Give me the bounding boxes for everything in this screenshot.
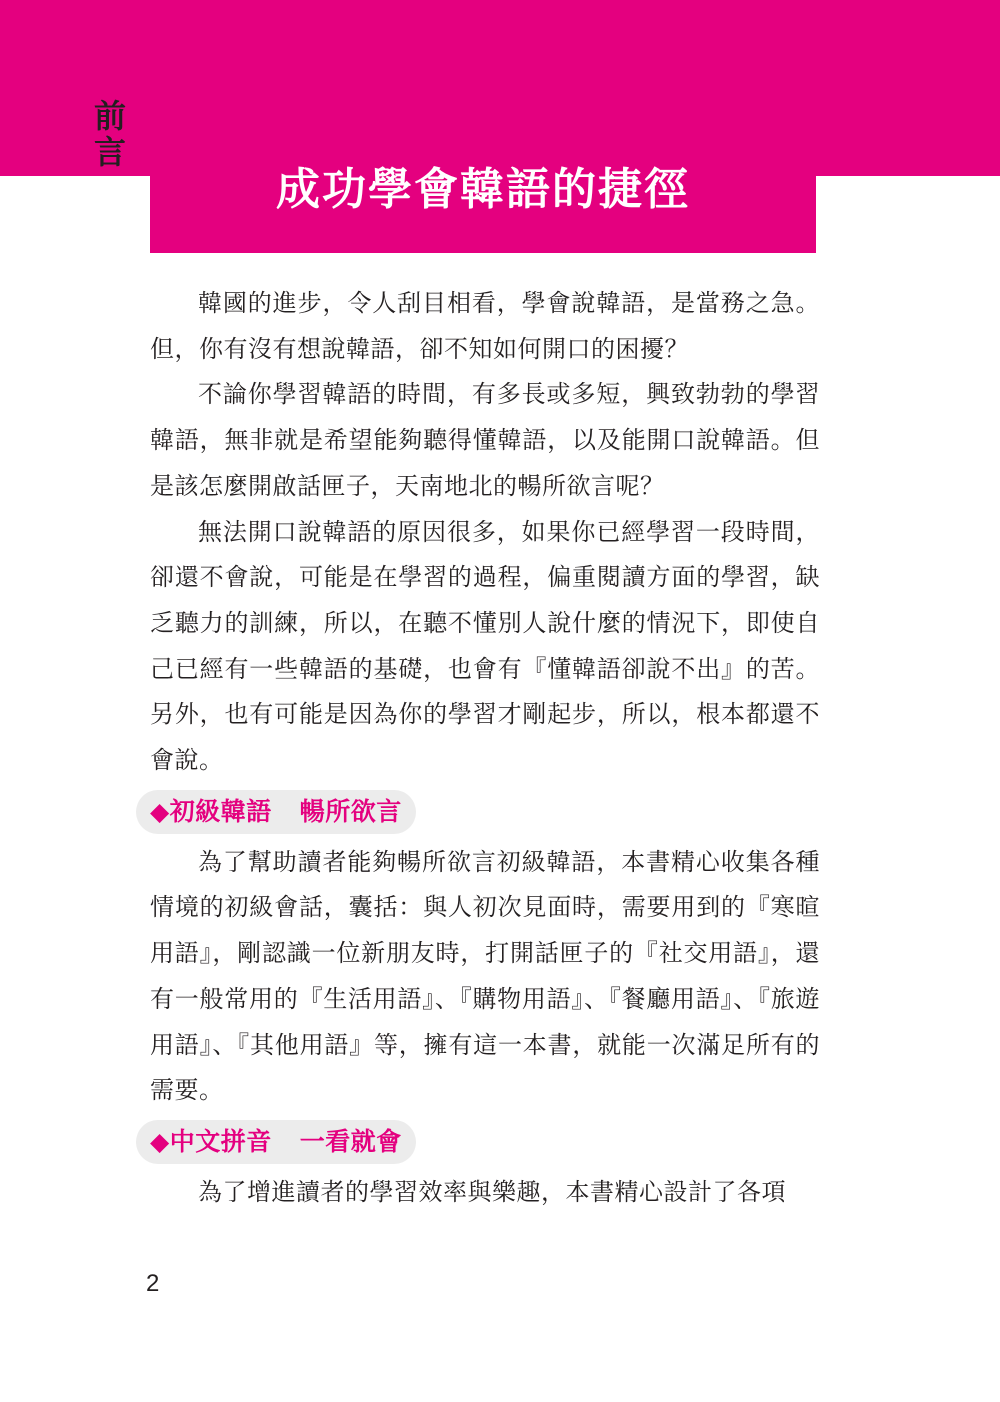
section-tab-label (94, 98, 126, 170)
paragraph: 無法開口說韓語的原因很多，如果你已經學習一段時間，卻還不會說，可能是在學習的過程，偏重閱讀方面的學習，缺乏聽力的訓練，所以，在聽不懂別人說什麼的情況下，即使自己已經有一些韓語的基礎，也會有『懂韓語卻說不出』的苦。另外，也有可能是因為你的學習才剛起步，所以，根本都還不會說。 (150, 517, 820, 775)
section-heading-subtitle: 暢所欲言 (299, 796, 402, 826)
page-title: 成功學會韓語的捷徑 (276, 164, 690, 215)
body-content (150, 281, 820, 1216)
section-heading-title: ◆中文拼音 (150, 1126, 272, 1156)
section-heading (136, 1120, 416, 1164)
paragraph: 為了增進讀者的學習效率與樂趣，本書精心設計了各項 (198, 1177, 786, 1206)
section-heading-title: ◆初級韓語 (150, 796, 272, 826)
paragraph: 韓國的進步，令人刮目相看，學會說韓語，是當務之急。但，你有沒有想說韓語，卻不知如何開口的困擾？ (150, 289, 820, 363)
paragraph: 不論你學習韓語的時間，有多長或多短，興致勃勃的學習韓語，無非就是希望能夠聽得懂韓語，以及能開口說韓語。但是該怎麼開啟話匣子，天南地北的暢所欲言呢？ (150, 380, 820, 500)
section-tab-char: 前 (94, 97, 127, 135)
section-heading (136, 790, 416, 834)
page-number: 2 (146, 1270, 160, 1297)
section-tab-char: 言 (94, 133, 127, 171)
section-heading-subtitle: 一看就會 (299, 1126, 402, 1156)
paragraph: 為了幫助讀者能夠暢所欲言初級韓語，本書精心收集各種情境的初級會話，囊括：與人初次見面時，需要用到的『寒暄用語』，剛認識一位新朋友時，打開話匣子的『社交用語』，還有一般常用的『生活用語』、『購物用語』、『餐廳用語』、『旅遊用語』、『其他用語』等，擁有這一本書，就能一次滿足所有的需要。 (150, 847, 820, 1105)
